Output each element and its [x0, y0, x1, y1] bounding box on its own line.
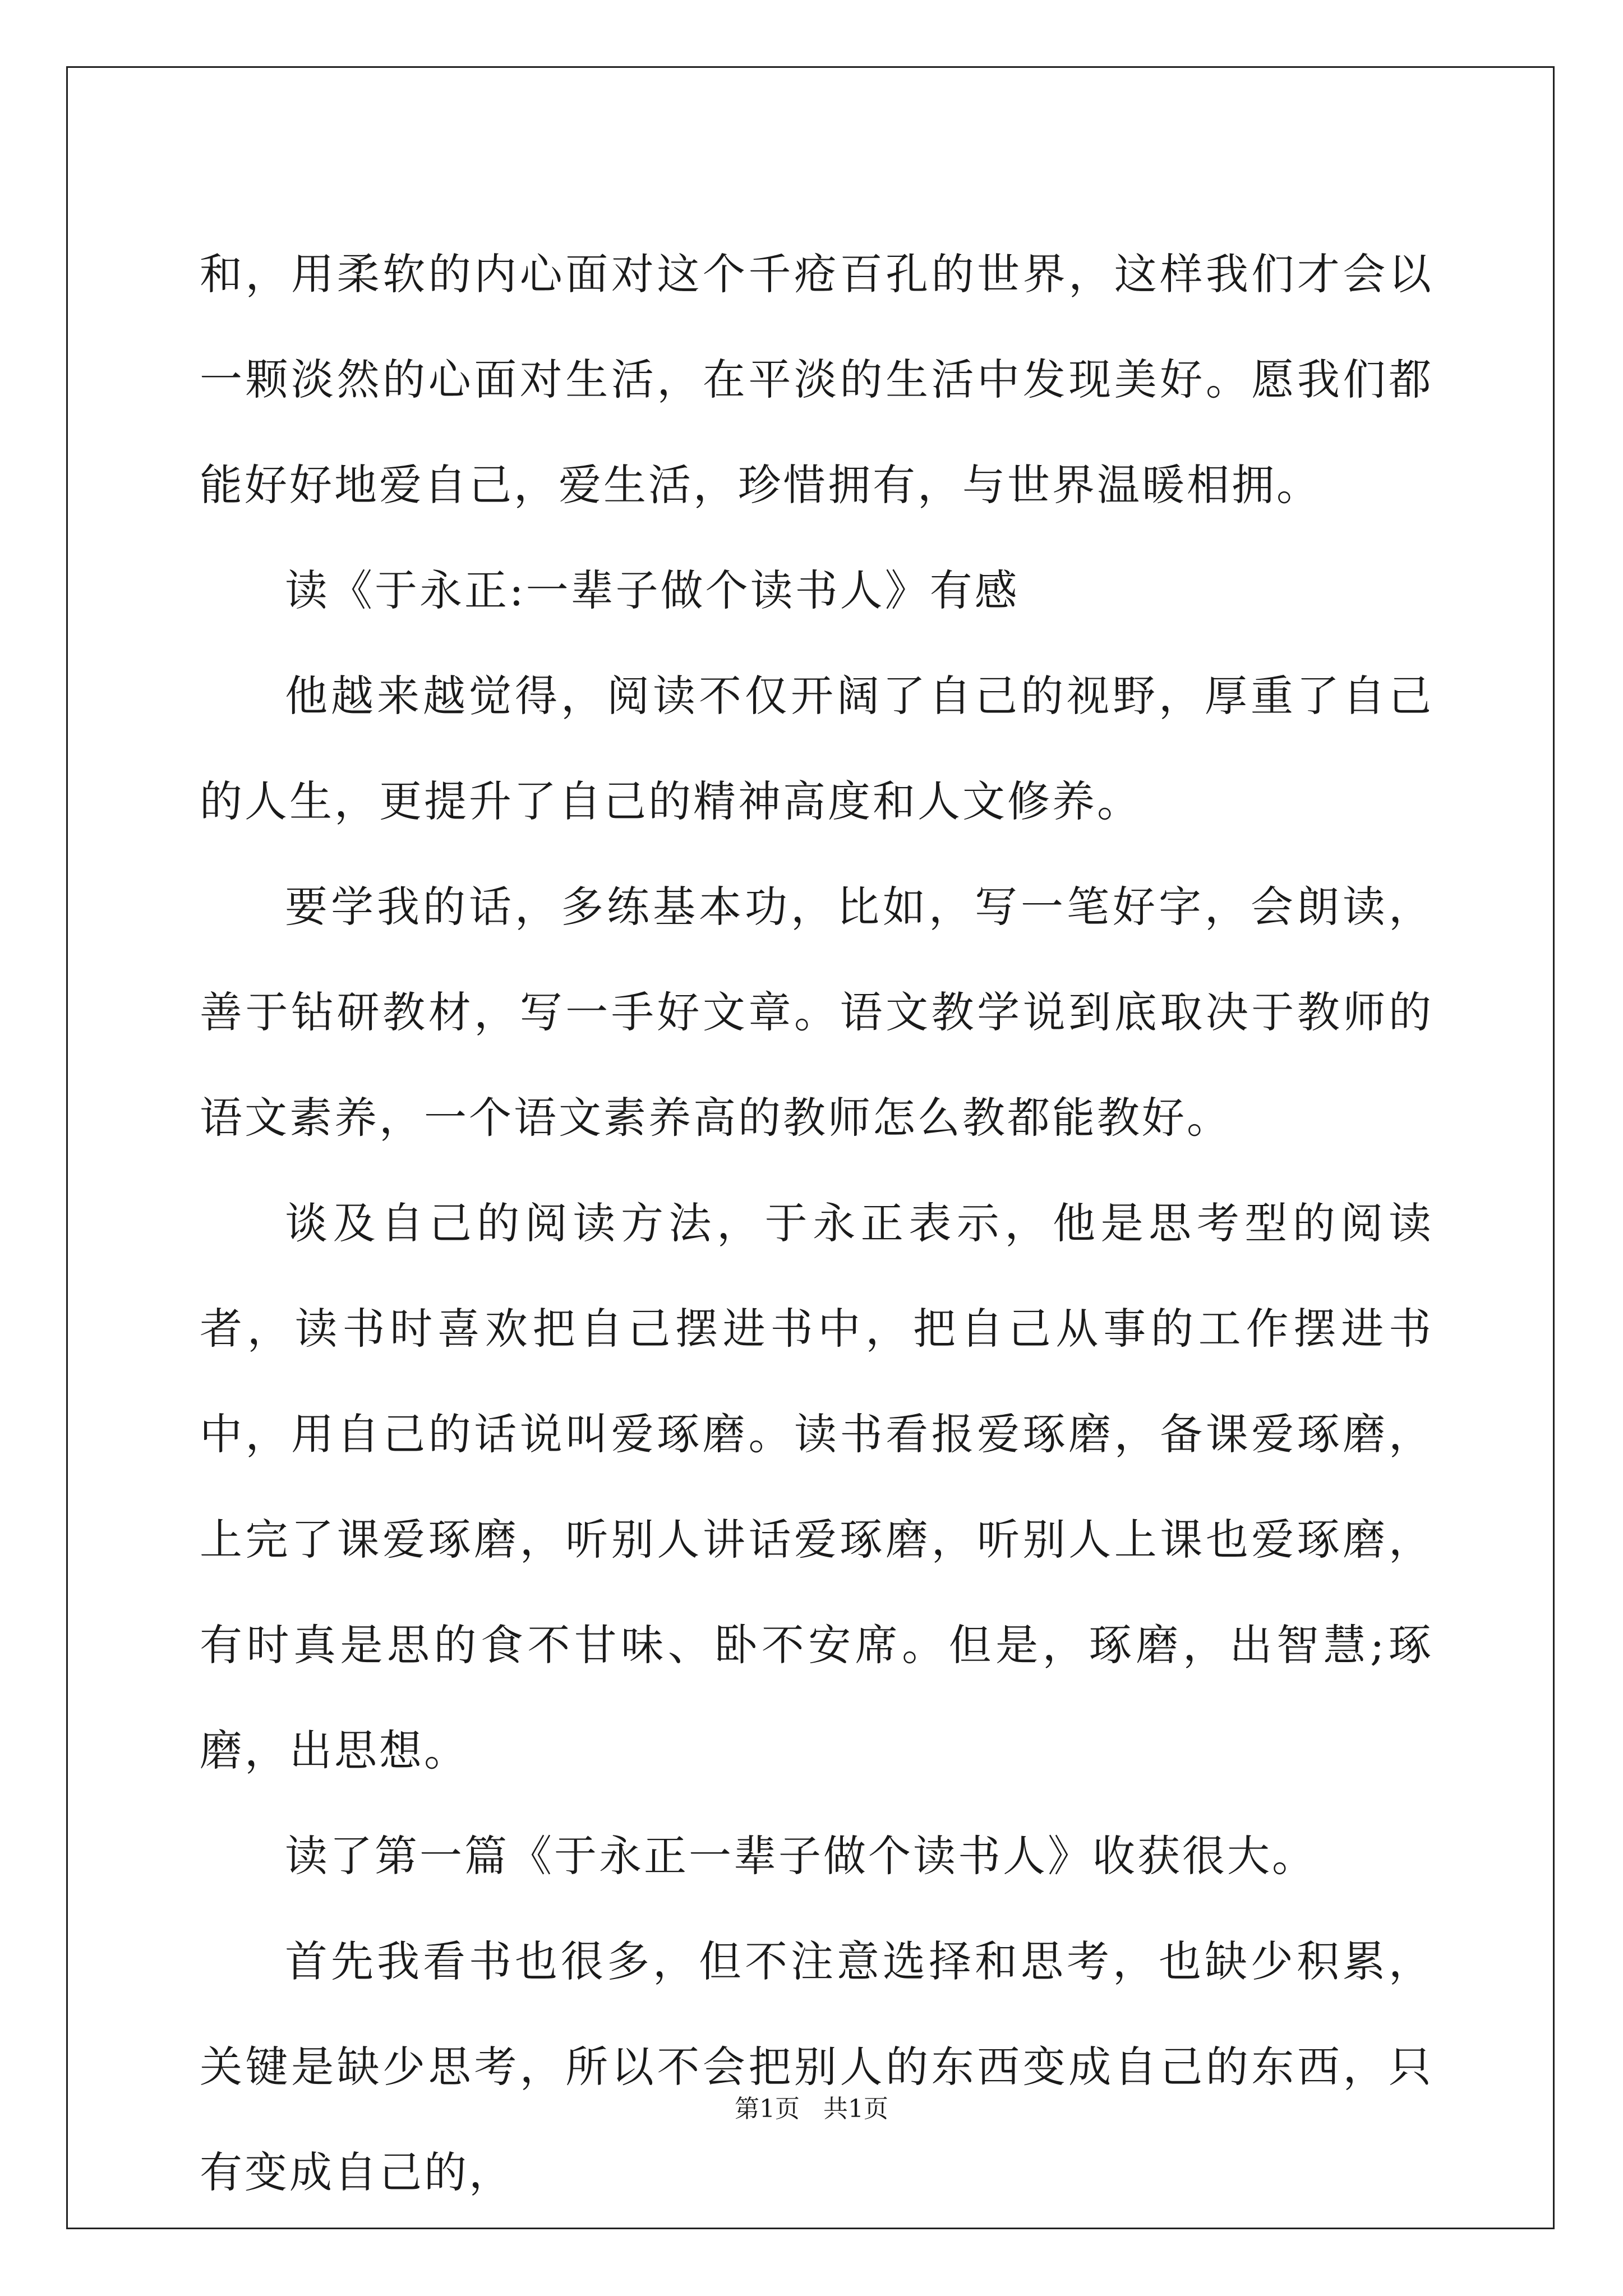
page-number: 第1页 — [735, 2095, 800, 2123]
paragraph: 他越来越觉得，阅读不仅开阔了自己的视野，厚重了自己的人生，更提升了自己的精神高度和人文修养。 — [200, 671, 1433, 826]
page-footer — [0, 2092, 1623, 2126]
paragraph: 首先我看书也很多，但不注意选择和思考，也缺少积累，关键是缺少思考，所以不会把别人的东西变成自己的东西，只有变成自己的， — [200, 1936, 1433, 2197]
paragraph: 要学我的话，多练基本功，比如，写一笔好字，会朗读，善于钻研教材，写一手好文章。语文教学说到底取决于教师的语文素养，一个语文素养高的教师怎么教都能教好。 — [200, 882, 1433, 1143]
page-total: 共1页 — [823, 2095, 888, 2123]
paragraph: 谈及自己的阅读方法，于永正表示，他是思考型的阅读者，读书时喜欢把自己摆进书中，把自己从事的工作摆进书中，用自己的话说叫爱琢磨。读书看报爱琢磨，备课爱琢磨，上完了课爱琢磨，听别人讲话爱琢磨，听别人上课也爱琢磨，有时真是思的食不甘味、卧不安席。但是，琢磨，出智慧;琢磨，出思想。 — [200, 1198, 1433, 1775]
paragraph: 和，用柔软的内心面对这个千疮百孔的世界，这样我们才会以一颗淡然的心面对生活，在平淡的生活中发现美好。愿我们都能好好地爱自己，爱生活，珍惜拥有，与世界温暖相拥。 — [200, 249, 1433, 510]
document-body — [200, 222, 1433, 2225]
paragraph: 读了第一篇《于永正一辈子做个读书人》收获很大。 — [285, 1831, 1317, 1881]
section-title: 读《于永正:一辈子做个读书人》有感 — [285, 565, 1020, 615]
